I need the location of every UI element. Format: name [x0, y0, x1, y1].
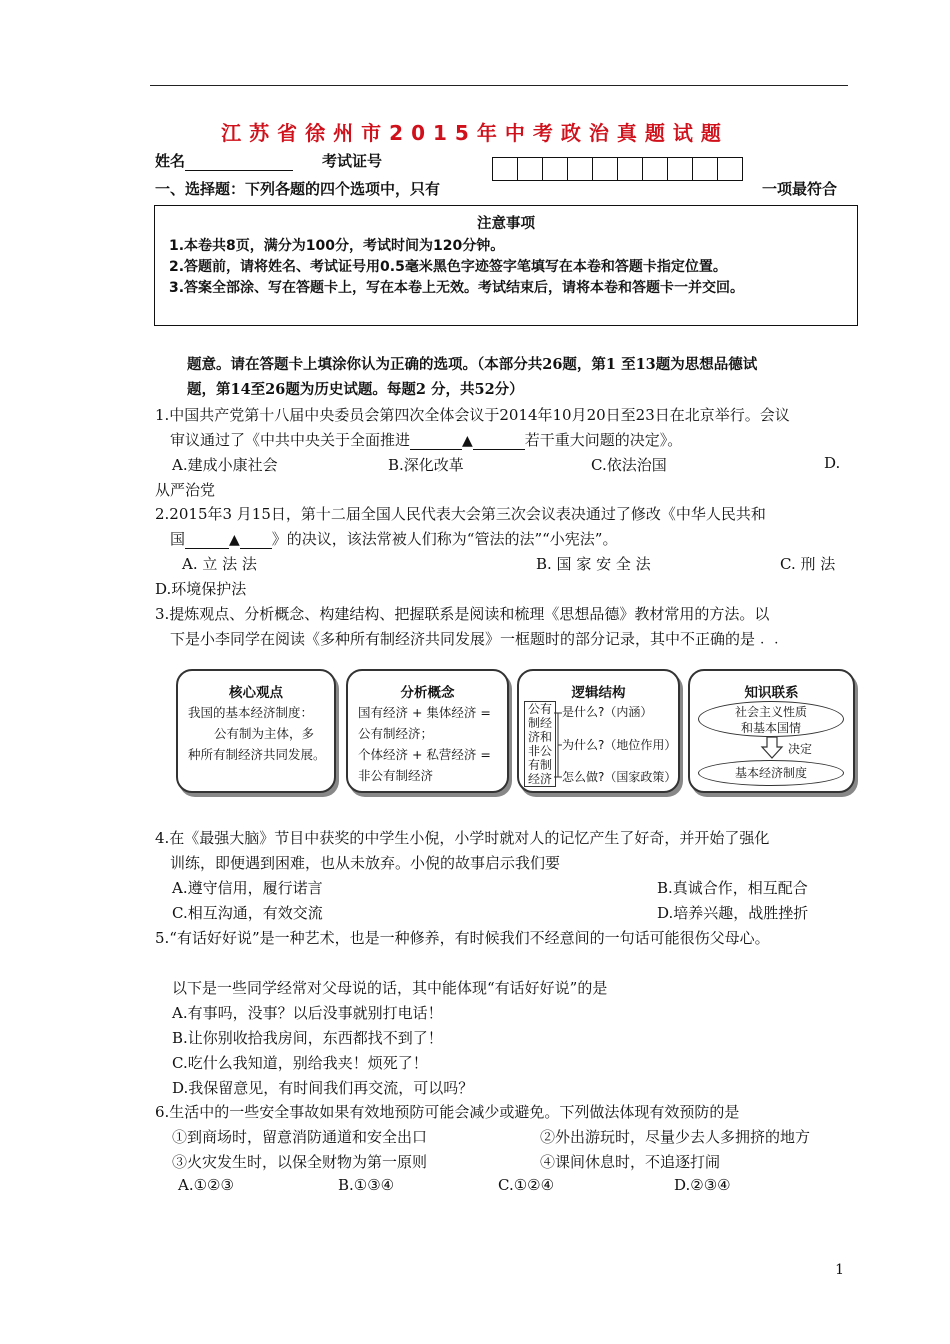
logic-item: 怎么做?（国家政策）: [562, 770, 677, 784]
oval-top: [698, 701, 844, 737]
q5-option-c[interactable]: C.吃什么我知道，别给我夹！烦死了！: [172, 1054, 428, 1072]
section1-heading-end: 一项最符合: [762, 180, 838, 198]
q6-item: ①到商场时，留意消防通道和安全出口: [172, 1128, 428, 1146]
q6-option-b[interactable]: B.①③④: [338, 1176, 395, 1194]
section-note-line1: 题意。请在答题卡上填涂你认为正确的选项。（本部分共26题，第1 至13题为思想品德试: [187, 356, 758, 373]
q2-stem-line1: 2.2015年3 月15日，第十二届全国人民代表大会第三次会议表决通过了修改《中华人民共和: [155, 505, 766, 523]
q1-option-d-text: 从严治党: [155, 481, 216, 499]
logic-side-text: 制经: [527, 716, 552, 730]
q1-blank-mark: ▲: [462, 433, 473, 449]
logic-side-text: 有制: [527, 758, 552, 772]
section-note-line2: 题，第14至26题为历史试题。每题2 分，共52分）: [187, 381, 524, 398]
q4-stem-line2: 训练，即便遇到困难，也从未放弃。小倪的故事启示我们要: [170, 854, 561, 872]
exam-id-label: 考试证号: [322, 152, 383, 170]
logic-side-text: 经济: [527, 772, 552, 786]
q1-option-b[interactable]: B.深化改革: [388, 456, 464, 474]
q4-option-a[interactable]: A.遵守信用，履行诺言: [172, 879, 323, 897]
q1-stem-line2: [170, 429, 682, 450]
card-logic: [517, 669, 680, 793]
logic-side-text: 济和: [527, 730, 552, 744]
q1-blank-left: [410, 434, 462, 450]
card-line: 公有制为主体，多: [214, 726, 315, 741]
notice-box: [154, 205, 858, 326]
notice-item: 1.本卷共8页，满分为100分，考试时间为120分钟。: [169, 238, 505, 254]
q2-stem-text-b: 》的决议，该法常被人们称为“管法的法”“小宪法”。: [271, 530, 618, 548]
q5-option-d[interactable]: D.我保留意见，有时间我们再交流，可以吗？: [172, 1079, 474, 1097]
card-title: 核心观点: [229, 685, 283, 701]
oval-bottom: [698, 760, 844, 786]
q2-stem-text-a: 国: [170, 530, 186, 548]
oval-bottom-text: 基本经济制度: [734, 766, 807, 780]
card-title: 分析概念: [400, 685, 455, 701]
q6-item: ④课间休息时，不追逐打闹: [540, 1153, 721, 1171]
card-line: 国有经济 + 集体经济 =: [358, 705, 491, 720]
q6-item: ②外出游玩时，尽量少去人多拥挤的地方: [540, 1128, 811, 1146]
decides-label: 决定: [788, 742, 813, 756]
logic-side-box: [524, 701, 556, 787]
card-line: 个体经济 + 私营经济 =: [358, 747, 491, 762]
logic-side-text: 非公: [527, 744, 552, 758]
notice-title: 注意事项: [477, 216, 535, 232]
q2-option-d[interactable]: D.环境保护法: [155, 580, 247, 598]
q5-option-a[interactable]: A.有事吗，没事？以后没事就别打电话！: [172, 1004, 443, 1022]
q4-option-b[interactable]: B.真诚合作，相互配合: [657, 879, 808, 897]
q6-option-a[interactable]: A.①②③: [178, 1176, 234, 1194]
notice-item: 3.答案全部涂、写在答题卡上，写在本卷上无效。考试结束后，请将本卷和答题卡一并交回。: [169, 280, 745, 296]
card-title: 知识联系: [744, 685, 799, 701]
card-title: 逻辑结构: [571, 685, 626, 701]
down-arrow-icon: [760, 737, 784, 759]
logic-side-text: 公有: [527, 702, 552, 716]
q1-stem-text-b: 若干重大问题的决定》。: [524, 431, 683, 449]
oval-top-text: 社会主义性质: [734, 705, 807, 719]
q2-blank-left: [185, 533, 229, 549]
card-line: 非公有制经济: [358, 768, 434, 783]
name-label: 姓名: [155, 152, 186, 170]
q4-stem-line1: 4.在《最强大脑》节目中获奖的中学生小倪，小学时就对人的记忆产生了好奇，并开始了强化: [155, 829, 770, 847]
q6-option-c[interactable]: C.①②④: [498, 1176, 555, 1194]
q2-stem-line2: [170, 528, 617, 549]
q2-option-a[interactable]: A. 立 法 法: [182, 555, 257, 573]
logic-item: 是什么?（内涵）: [562, 705, 653, 719]
notice-item: 2.答题前，请将姓名、考试证号用0.5毫米黑色字迹签字笔填写在本卷和答题卡指定位置。: [169, 259, 727, 275]
exam-id-boxes[interactable]: [492, 157, 743, 181]
logic-item: 为什么?（地位作用）: [562, 738, 677, 752]
q1-option-d[interactable]: D.: [824, 454, 841, 472]
q6-stem-line1: 6.生活中的一些安全事故如果有效地预防可能会减少或避免。下列做法体现有效预防的是: [155, 1103, 740, 1121]
q2-option-b[interactable]: B. 国 家 安 全 法: [536, 555, 651, 573]
name-field[interactable]: [155, 150, 293, 171]
card-concept: [346, 669, 509, 793]
section1-heading: 一、选择题：下列各题的四个选项中，只有: [155, 180, 441, 198]
q1-option-c[interactable]: C.依法治国: [591, 456, 667, 474]
card-core-view: [176, 669, 336, 793]
emphasis-dots: ···: [746, 636, 789, 651]
card-knowledge-link: [688, 669, 855, 793]
q2-blank-mark: ▲: [229, 532, 240, 548]
name-blank[interactable]: [185, 155, 293, 171]
q1-blank-right: [473, 434, 525, 450]
card-line: 我国的基本经济制度：: [188, 705, 314, 720]
q6-item: ③火灾发生时，以保全财物为第一原则: [172, 1153, 428, 1171]
oval-top-text: 和基本国情: [740, 721, 801, 735]
page-title: 江苏省徐州市2015年中考政治真题试题: [221, 121, 729, 145]
q6-option-d[interactable]: D.②③④: [674, 1176, 731, 1194]
q2-blank-right: [240, 533, 272, 549]
q5-stem-line1: 5.“有话好好说”是一种艺术，也是一种修养，有时候我们不经意间的一句话可能很伤父母心。: [155, 929, 770, 947]
top-rule: [150, 85, 848, 86]
q5-stem-line2: 以下是一些同学经常对父母说的话，其中能体现“有话好好说”的是: [172, 979, 608, 997]
card-line: 种所有制经济共同发展。: [188, 747, 326, 762]
q3-stem-line2: 下是小李同学在阅读《多种所有制经济共同发展》一框题时的部分记录，其中不正确的是: [170, 630, 756, 648]
q4-option-d[interactable]: D.培养兴趣，战胜挫折: [657, 904, 809, 922]
q1-stem-line1: 1.中国共产党第十八届中央委员会第四次全体会议于2014年10月20日至23日在北京举行。会议: [155, 406, 790, 424]
q4-option-c[interactable]: C.相互沟通，有效交流: [172, 904, 323, 922]
q2-option-c[interactable]: C. 刑 法: [780, 555, 836, 573]
card-line: 公有制经济；: [358, 726, 434, 741]
q3-stem-line1: 3.提炼观点、分析概念、构建结构、把握联系是阅读和梳理《思想品德》教材常用的方法。以: [155, 605, 770, 623]
q1-option-a[interactable]: A.建成小康社会: [172, 456, 278, 474]
q1-stem-text-a: 审议通过了《中共中央关于全面推进: [170, 431, 411, 449]
q5-option-b[interactable]: B.让你别收拾我房间，东西都找不到了！: [172, 1029, 443, 1047]
page-number: 1: [835, 1262, 844, 1278]
